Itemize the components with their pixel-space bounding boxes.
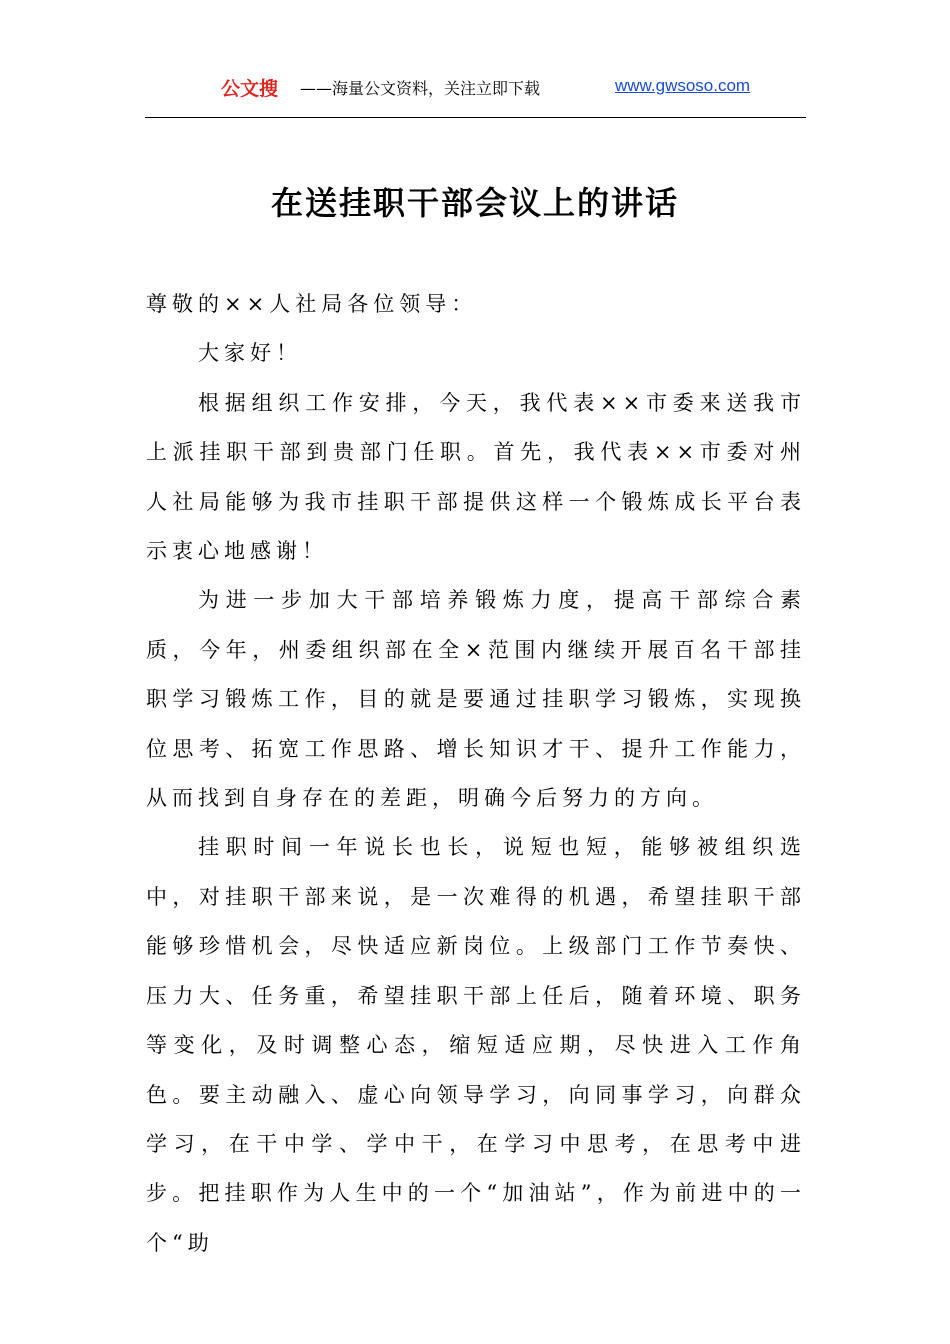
header-divider (145, 117, 806, 118)
website-link[interactable]: www.gwsoso.com (615, 76, 751, 95)
brand-logo: 公文搜 (221, 78, 279, 100)
document-title: 在送挂职干部会议上的讲话 (270, 184, 679, 222)
paragraph-expectations: 挂职时间一年说长也长，说短也短，能够被组织选中，对挂职干部来说，是一次难得的机遇，希望挂职干部能够珍惜机会，尽快适应新岗位。上级部门工作节奏快、压力大、任务重，希望挂职干部上任后，随着环境、职务等变化，及时调整心态，缩短适应期，尽快进入工作角色。要主动融入、虚心向领导学习，向同事学习，向群众学习，在干中学、学中干，在学习中思考，在思考中进步。把挂职作为人生中的一个“加油站”，作为前进中的一个“助 (146, 835, 806, 1255)
paragraph-greeting: 大家好！ (198, 341, 302, 366)
document-body (146, 280, 806, 1268)
header-slogan: ——海量公文资料，关注立即下载 (300, 79, 541, 98)
paragraph-purpose: 为进一步加大干部培养锻炼力度，提高干部综合素质，今年，州委组织部在全×范围内继续开展百名干部挂职学习锻炼工作，目的就是要通过挂职学习锻炼，实现换位思考、拓宽工作思路、增长知识才干、提升工作能力，从而找到自身存在的差距，明确今后努力的方向。 (146, 588, 806, 811)
paragraph-introduction: 根据组织工作安排，今天，我代表××市委来送我市上派挂职干部到贵部门任职。首先，我代表××市委对州人社局能够为我市挂职干部提供这样一个锻炼成长平台表示衷心地感谢！ (146, 390, 806, 564)
salutation: 尊敬的××人社局各位领导： (146, 292, 478, 316)
page-header (145, 68, 805, 108)
